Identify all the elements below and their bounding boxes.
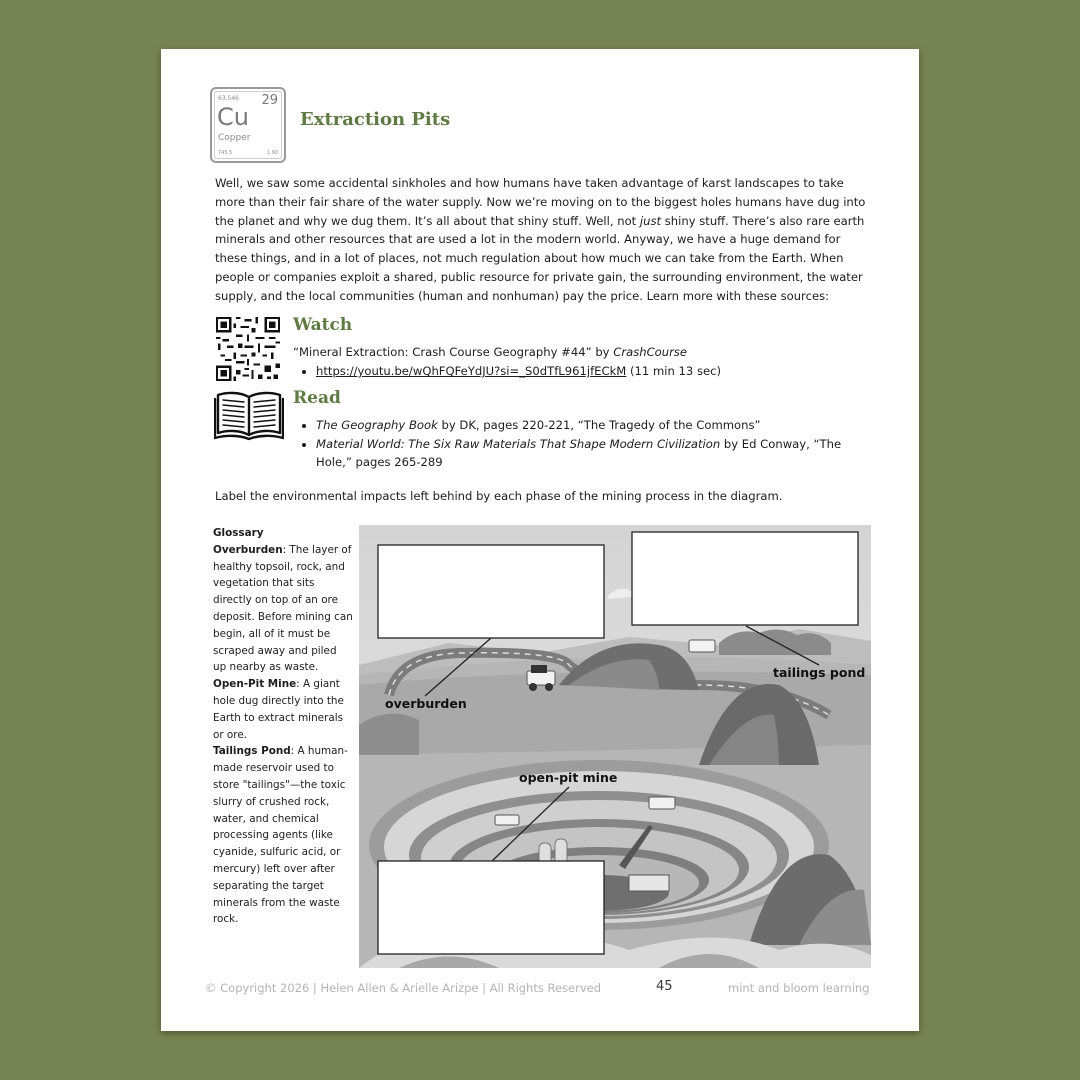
glossary-entry	[213, 743, 353, 928]
book-details: by Ed Conway, “The Hole,” pages 265-289	[316, 436, 842, 470]
footer-copyright: © Copyright 2026 | Helen Allen & Arielle Arizpe | All Rights Reserved	[205, 981, 602, 995]
video-title: “Mineral Extraction: Crash Course Geography #44” by	[293, 345, 614, 359]
page-number: 45	[656, 979, 673, 994]
reading-list	[293, 416, 876, 472]
element-bottom-left-value: 745.5	[218, 150, 233, 156]
mining-diagram	[359, 525, 871, 968]
intro-text-2: shiny stuff. There’s also rare earth minerals and other resources that are used a lot in the modern world. Anyway, we have a huge demand for these things, and in a lot of places, not much regulation about how much we can take from the Earth. When people or companies exploit a shared, public resource for private gain, the surrounding environment, the water supply, and the local communities (human and nonhuman) pay the price. Learn more with these sources:	[215, 213, 865, 303]
qr-code-icon[interactable]	[216, 317, 280, 381]
intro-paragraph	[215, 174, 869, 306]
read-heading: Read	[293, 388, 341, 408]
periodic-element-tile	[210, 87, 286, 163]
intro-text-1: Well, we saw some accidental sinkholes and how humans have taken advantage of karst landscapes to take more than their fair share of the water supply. Now we’re moving on to the biggest holes humans have dug into the planet and why we dug them. It’s all about that shiny stuff. Well, not	[215, 176, 866, 228]
element-bottom-right-value: 1.90	[266, 150, 278, 156]
book-title: The Geography Book	[316, 418, 438, 432]
worksheet-page	[161, 49, 919, 1031]
glossary-term: Open-Pit Mine	[213, 678, 297, 691]
element-atomic-number: 29	[261, 93, 278, 108]
glossary-definition: : A giant hole dug directly into the Earth to extract minerals or ore.	[213, 678, 344, 741]
list-item	[316, 416, 876, 435]
glossary-entry	[213, 676, 353, 743]
footer-brand: mint and bloom learning	[728, 981, 870, 995]
intro-emphasis: just	[639, 213, 662, 228]
tailings-pond-answer-box[interactable]	[632, 532, 858, 625]
page-title: Extraction Pits	[300, 109, 451, 130]
overburden-label: overburden	[385, 696, 467, 711]
glossary-definition: : A human-made reservoir used to store "tailings"—the toxic slurry of crushed rock, water, and chemical processing agents (like cyanide, sulfuric acid, or mercury) left over after separating the target minerals from the waste rock.	[213, 745, 348, 926]
watch-list	[293, 362, 876, 381]
tailings-pond-label: tailings pond	[773, 665, 866, 680]
video-citation	[293, 345, 687, 359]
video-channel: CrashCourse	[613, 345, 688, 359]
instruction-text: Label the environmental impacts left behind by each phase of the mining process in the diagram.	[215, 489, 783, 503]
book-details: by DK, pages 220-221, “The Tragedy of the Commons”	[437, 418, 761, 432]
video-link[interactable]: https://youtu.be/wQhFQFeYdJU?si=_S0dTfL961jfECkM	[316, 364, 627, 378]
glossary-entry	[213, 542, 353, 676]
element-symbol: Cu	[217, 103, 249, 131]
book-title: Material World: The Six Raw Materials That Shape Modern Civilization	[316, 436, 721, 451]
list-item	[316, 362, 876, 381]
element-name: Copper	[218, 133, 251, 143]
glossary	[213, 525, 353, 928]
glossary-term: Tailings Pond	[213, 745, 291, 758]
overburden-answer-box[interactable]	[378, 545, 604, 638]
list-item	[316, 435, 876, 472]
open-book-icon	[214, 389, 284, 443]
element-atomic-mass: 63.546	[218, 95, 239, 102]
watch-heading: Watch	[293, 315, 353, 335]
open-pit-mine-answer-box[interactable]	[378, 861, 604, 954]
glossary-definition: : The layer of healthy topsoil, rock, and vegetation that sits directly on top of an ore deposit. Before mining can begin, all of it must be scraped away and piled up nearby as waste.	[213, 543, 353, 674]
glossary-term: Overburden	[213, 543, 283, 556]
video-duration: (11 min 13 sec)	[626, 364, 722, 378]
glossary-heading: Glossary	[213, 527, 264, 539]
open-pit-mine-label: open-pit mine	[519, 770, 618, 785]
